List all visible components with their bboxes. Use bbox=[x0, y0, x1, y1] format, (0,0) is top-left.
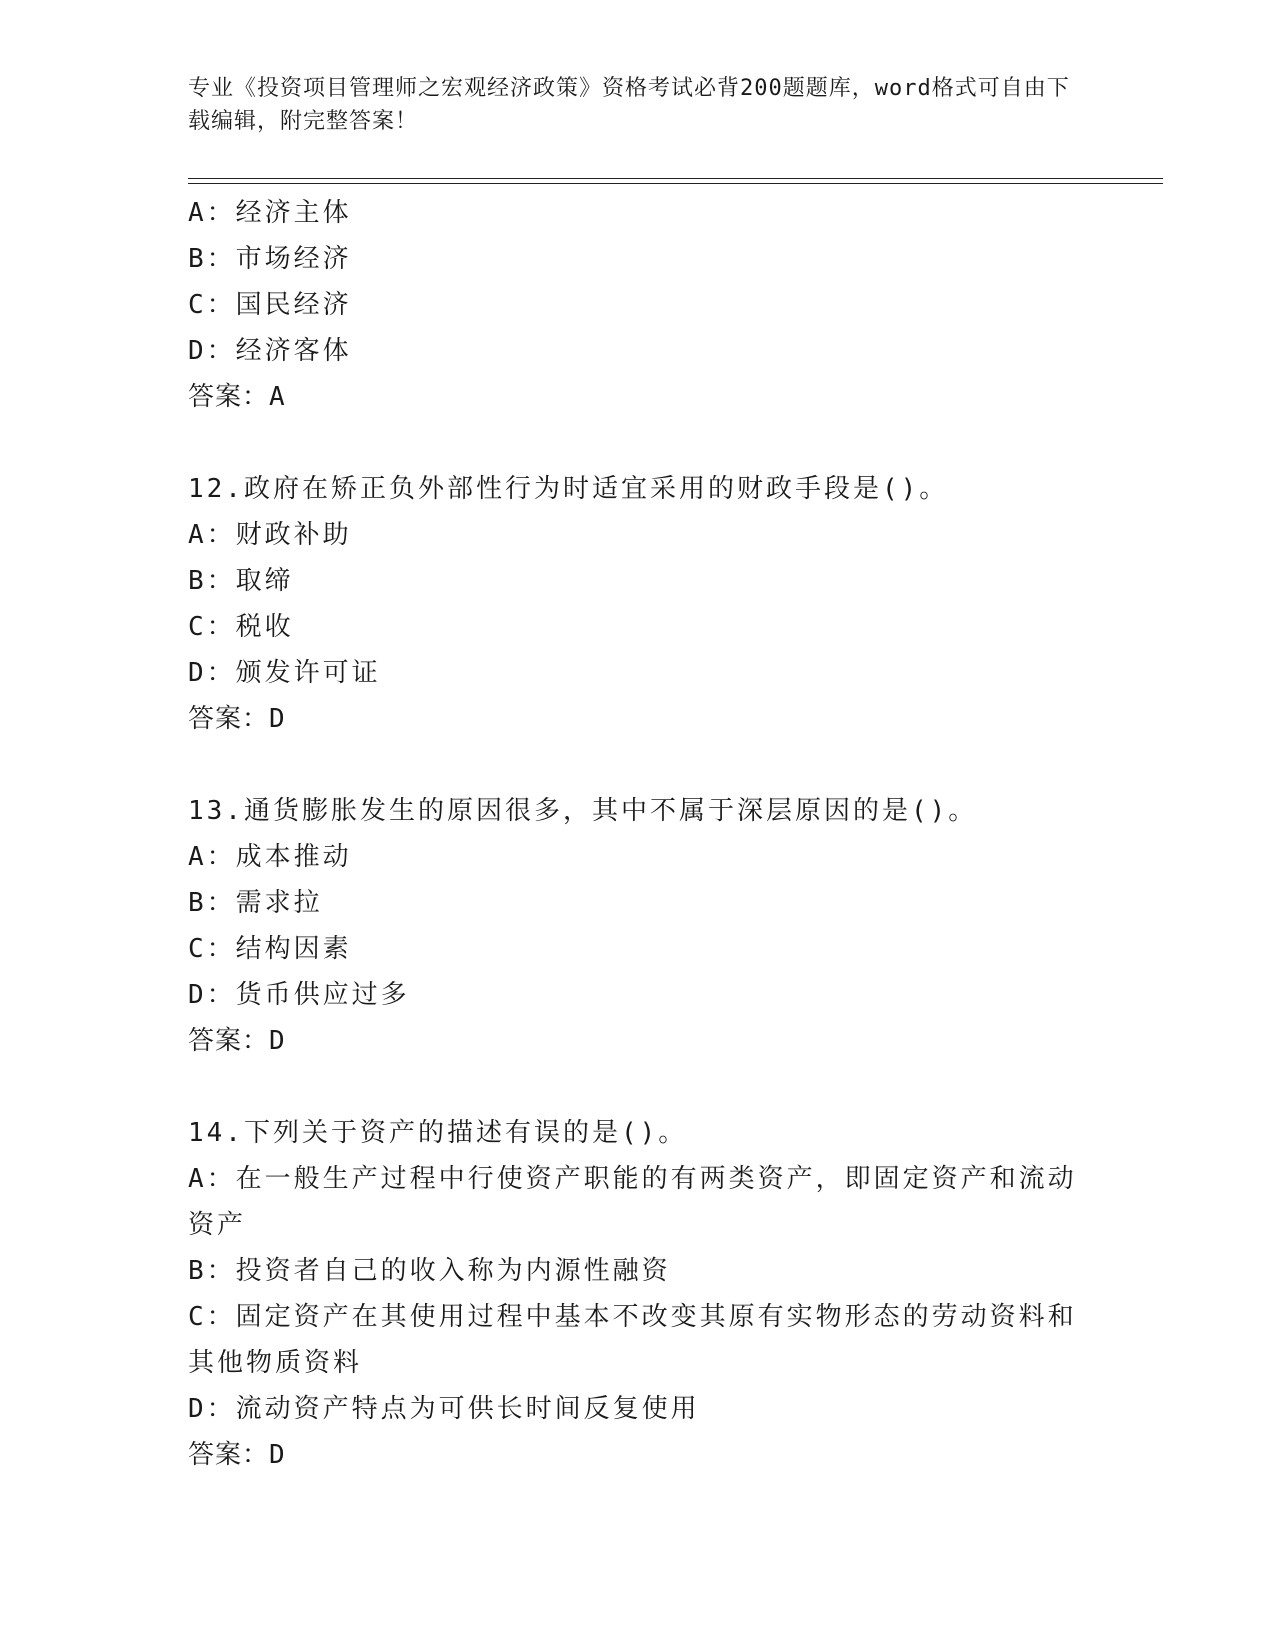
question-13 bbox=[188, 788, 1088, 1064]
header-divider-bottom bbox=[188, 183, 1163, 184]
option-b: B：投资者自己的收入称为内源性融资 bbox=[188, 1256, 671, 1286]
option-d: D：流动资产特点为可供长时间反复使用 bbox=[188, 1394, 700, 1424]
answer-line bbox=[188, 1432, 1088, 1478]
document-header: 专业《投资项目管理师之宏观经济政策》资格考试必背200题题库，word格式可自由下载编辑，附完整答案！ bbox=[188, 76, 1070, 134]
option-c: C：结构因素 bbox=[188, 934, 352, 964]
option-c: C：固定资产在其使用过程中基本不改变其原有实物形态的劳动资料和其他物质资料 bbox=[188, 1302, 1077, 1378]
question-12 bbox=[188, 466, 1088, 742]
answer-label: 答案： bbox=[188, 704, 270, 734]
option-a: A：经济主体 bbox=[188, 198, 352, 228]
option-a: A：财政补助 bbox=[188, 520, 352, 550]
answer-value: D bbox=[269, 1026, 286, 1056]
answer-line bbox=[188, 374, 1088, 420]
question-stem: 14.下列关于资产的描述有误的是()。 bbox=[188, 1118, 688, 1148]
answer-value: A bbox=[269, 382, 286, 412]
option-d: D：货币供应过多 bbox=[188, 980, 410, 1010]
header-divider-top bbox=[188, 178, 1163, 179]
option-b: B：取缔 bbox=[188, 566, 294, 596]
answer-label: 答案： bbox=[188, 1026, 270, 1056]
question-stem: 13.通货膨胀发生的原因很多，其中不属于深层原因的是()。 bbox=[188, 796, 978, 826]
option-b: B：需求拉 bbox=[188, 888, 323, 918]
option-c: C：税收 bbox=[188, 612, 294, 642]
option-c: C：国民经济 bbox=[188, 290, 352, 320]
question-stem: 12.政府在矫正负外部性行为时适宜采用的财政手段是()。 bbox=[188, 474, 949, 504]
question-list bbox=[188, 190, 1088, 1478]
answer-line bbox=[188, 696, 1088, 742]
option-d: D：经济客体 bbox=[188, 336, 352, 366]
question-11-continued bbox=[188, 190, 1088, 420]
option-d: D：颁发许可证 bbox=[188, 658, 381, 688]
answer-value: D bbox=[269, 1440, 286, 1470]
answer-value: D bbox=[269, 704, 286, 734]
question-14 bbox=[188, 1110, 1088, 1478]
answer-label: 答案： bbox=[188, 1440, 270, 1470]
answer-label: 答案： bbox=[188, 382, 270, 412]
option-a: A：在一般生产过程中行使资产职能的有两类资产，即固定资产和流动资产 bbox=[188, 1164, 1077, 1240]
answer-line bbox=[188, 1018, 1088, 1064]
option-b: B：市场经济 bbox=[188, 244, 352, 274]
option-a: A：成本推动 bbox=[188, 842, 352, 872]
